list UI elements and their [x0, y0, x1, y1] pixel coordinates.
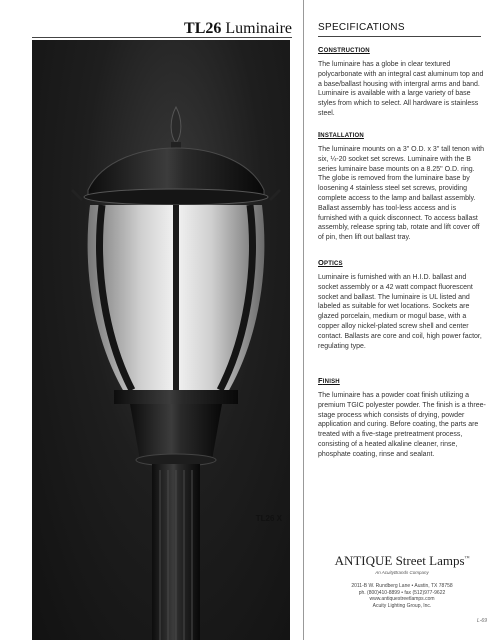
- section-finish: [318, 376, 486, 460]
- section-optics: [318, 258, 486, 351]
- section-heading: OPTICS: [318, 258, 343, 267]
- section-installation: [318, 130, 486, 243]
- section-heading: INSTALLATION: [318, 130, 364, 139]
- page-number: L-69: [476, 618, 487, 624]
- company-tagline: An AcuityBrands Company: [375, 570, 429, 575]
- section-body: Luminaire is furnished with an H.I.D. ballast and socket assembly or a 42 watt compact fluorescent socket and ballast. The luminaire is UL listed and labeled as suitable for wet locations. Sockets are glazed porcelain, medium or mogul base, with a copper alloy nickel-plated screw shell and center contact. Ballasts are core and coil, high power factor, regulating type.: [318, 274, 482, 350]
- website-line: www.antiquestreetlamps.com: [369, 596, 435, 602]
- company-logo: ANTIQUE Street Lamps™: [334, 553, 470, 568]
- image-caption: TL26 X: [255, 514, 282, 523]
- section-body: The luminaire has a powder coat finish utilizing a premium TGIC polyester powder. The finish is a three-stage process which consists of drying, powder application and curing. Before coating, the parts are treated with a five-stage pretreatment process, consisting of a heated alkaline cleaner, rinse, phosphate coating, rinse and sealant.: [318, 392, 486, 458]
- company-address: [318, 583, 486, 609]
- address-line: 2011-B W. Rundberg Lane • Austin, TX 78758: [351, 583, 453, 589]
- copyright-line: Acuity Lighting Group, Inc.: [372, 602, 432, 609]
- specifications-heading: SPECIFICATIONS: [318, 22, 405, 33]
- specifications-rule: [318, 36, 481, 37]
- company-logo-text: ANTIQUE Street Lamps: [334, 553, 465, 568]
- section-heading: CONSTRUCTION: [318, 45, 370, 54]
- section-construction: [318, 45, 486, 119]
- phone-fax-line: ph. (800)410-8899 • fax (512)977-9622: [358, 589, 446, 596]
- section-heading: FINISH: [318, 376, 340, 385]
- luminaire-photo: [32, 40, 290, 640]
- section-body: The luminaire has a globe in clear textured polycarbonate with an integral cast aluminum top and a base/ballast housing with intergral arms and band. Luminaire is available with a large variety of base styles from which to select. All hardware is stainless steel.: [318, 61, 484, 117]
- column-divider: [303, 0, 304, 640]
- section-body: The luminaire mounts on a 3" O.D. x 3" tall tenon with six, ¼-20 socket set screws. Luminaire with the B series luminaire base mounts on a 8.25" O.D. ring. The globe is removed from the luminaire base by loosening 4 stainless steel set screws, providing complete access to the lamp and ballast assembly. Ballast assembly has tool-less access and is furnished with a quick disconnect. To access ballast assembly, release spring tab, rotate and lift cover off of pin, then lift out ballast tray.: [318, 146, 485, 242]
- luminaire-illustration: [32, 40, 290, 640]
- title-rule: [32, 37, 292, 38]
- product-code: TL26: [184, 20, 222, 37]
- product-name: Luminaire: [225, 20, 292, 37]
- page-title: [184, 20, 292, 38]
- company-block: [318, 553, 486, 609]
- title-area: [0, 20, 300, 38]
